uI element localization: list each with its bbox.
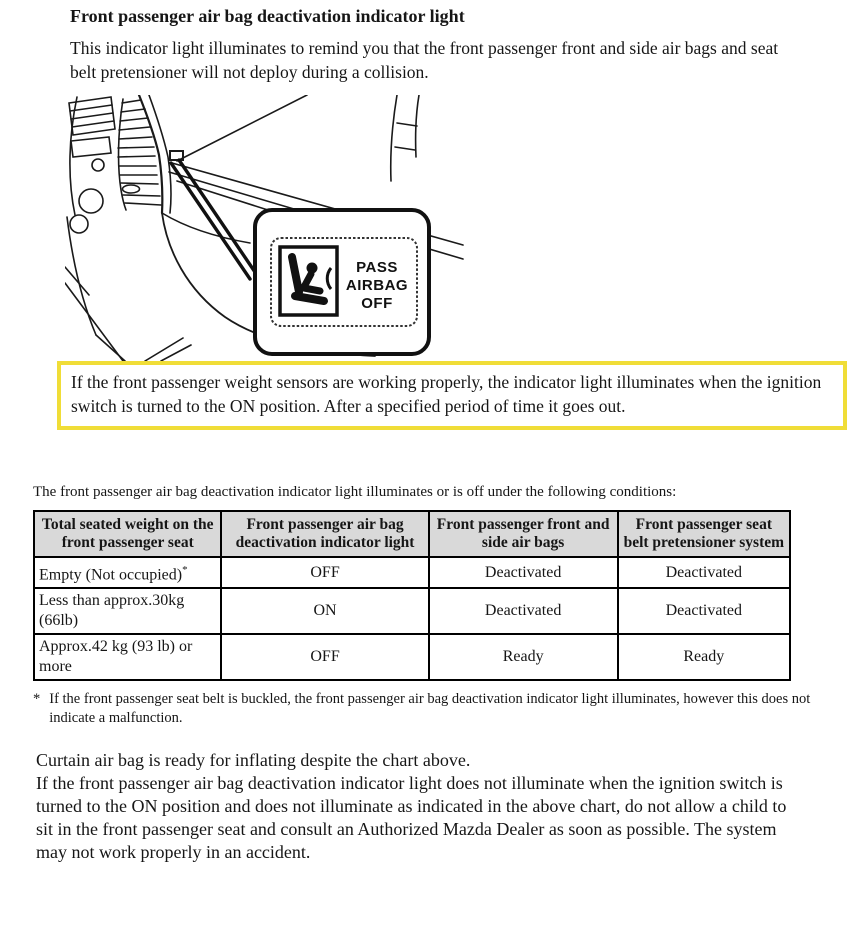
dashboard-illustration <box>65 95 465 361</box>
body-paragraph-warning: If the front passenger air bag deactivation indicator light does not illuminate when the ignition switch is turned to the ON position and does not illuminate as indicated in the above chart, do not allow a child to sit in the front passenger seat and consult an Authorized Mazda Dealer as soon as possible. The system may not work properly in an accident. <box>36 773 787 862</box>
table-cell-pretensioner: Deactivated <box>618 588 790 634</box>
table-header-row <box>34 511 790 557</box>
table-cell-indicator: OFF <box>221 557 428 588</box>
pass-airbag-off-label-line3: OFF <box>361 295 393 312</box>
table-cell-weight: Approx.42 kg (93 lb) or more <box>34 634 221 680</box>
footnote <box>33 690 833 728</box>
table-row <box>34 634 790 680</box>
table-cell-indicator: ON <box>221 588 428 634</box>
table-cell-airbags: Deactivated <box>429 588 618 634</box>
table-cell-airbags: Ready <box>429 634 618 680</box>
table-cell-weight: Less than approx.30kg (66lb) <box>34 588 221 634</box>
conditions-table <box>33 510 791 681</box>
footnote-marker: * <box>33 691 41 707</box>
table-intro: The front passenger air bag deactivation indicator light illuminates or is off under the following conditions: <box>33 484 677 500</box>
table-cell-indicator: OFF <box>221 634 428 680</box>
table-cell-airbags: Deactivated <box>429 557 618 588</box>
table-cell-pretensioner: Ready <box>618 634 790 680</box>
pass-airbag-off-label-line2: AIRBAG <box>345 277 409 294</box>
col-header-indicator-light: Front passenger air bag deactivation indicator light <box>221 511 428 557</box>
intro-paragraph: This indicator light illuminates to remind you that the front passenger front and side air bags and seat belt pretensioner will not deploy during a collision. <box>70 38 779 82</box>
table-row <box>34 557 790 588</box>
indicator-pointer-lines <box>171 160 257 279</box>
footnote-text: If the front passenger seat belt is buckled, the front passenger air bag deactivation indicator light illuminates, however this does not indicate a malfunction. <box>49 691 811 726</box>
footnote-marker-superscript: * <box>182 564 188 576</box>
highlight-note-text: If the front passenger weight sensors are working properly, the indicator light illuminates when the ignition switch is turned to the ON position. After a specified period of time it goes out. <box>71 372 822 416</box>
highlight-note <box>57 361 847 430</box>
pass-airbag-off-label-line1: PASS <box>356 259 398 276</box>
table-row <box>34 588 790 634</box>
col-header-pretensioner: Front passenger seat belt pretensioner system <box>618 511 790 557</box>
page-title: Front passenger air bag deactivation indicator light <box>70 6 465 26</box>
body-paragraph-curtain: Curtain air bag is ready for inflating despite the chart above. <box>36 750 471 770</box>
col-header-seated-weight: Total seated weight on the front passenger seat <box>34 511 221 557</box>
col-header-air-bags: Front passenger front and side air bags <box>429 511 618 557</box>
table-cell-pretensioner: Deactivated <box>618 557 790 588</box>
closing-paragraphs <box>36 749 806 864</box>
table-cell-weight: Empty (Not occupied)* <box>34 557 221 588</box>
indicator-callout <box>255 210 429 354</box>
